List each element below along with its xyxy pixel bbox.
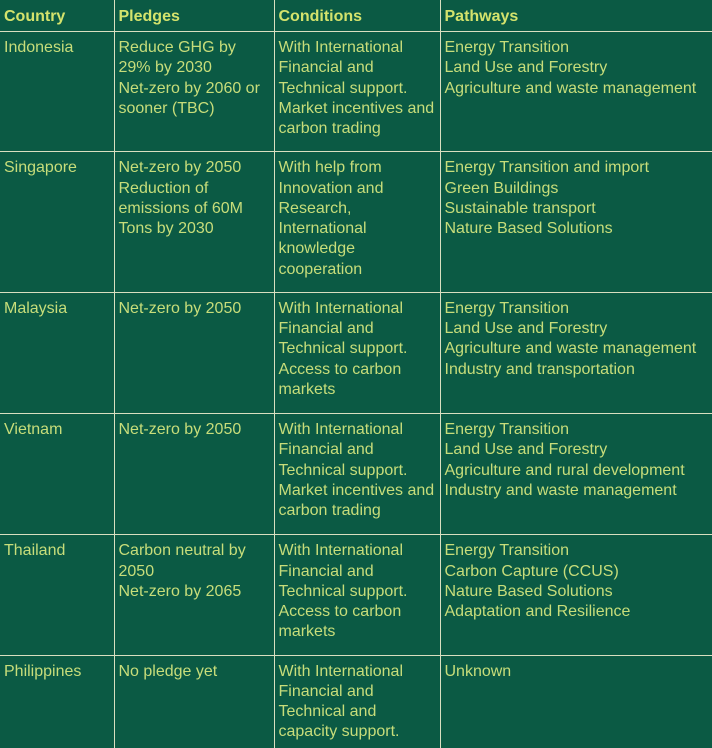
pathways-cell	[440, 655, 712, 748]
country-cell: Singapore	[0, 152, 114, 292]
pathways-cell	[440, 32, 712, 152]
header-conditions: Conditions	[274, 0, 440, 32]
pledge-line: Reduction of emissions of 60M Tons by 2030	[118, 179, 248, 238]
country-cell: Philippines	[0, 655, 114, 748]
header-row	[0, 0, 712, 32]
pledges-cell	[114, 535, 274, 655]
pathway-line: Energy Transition and import	[444, 159, 650, 177]
table-row	[0, 292, 712, 413]
pathway-line: Adaptation and Resilience	[444, 603, 631, 621]
table-row	[0, 152, 712, 292]
pathways-cell	[440, 292, 712, 413]
conditions-cell	[274, 152, 440, 292]
conditions-cell	[274, 413, 440, 534]
condition-line: Access to carbon markets	[278, 360, 406, 398]
pathway-line: Agriculture and waste management	[444, 79, 697, 97]
table-row	[0, 655, 712, 748]
country-cell: Vietnam	[0, 413, 114, 534]
pathway-line: Green Buildings	[444, 179, 559, 197]
pledges-cell	[114, 292, 274, 413]
header-country: Country	[0, 0, 114, 32]
pathways-cell	[440, 152, 712, 292]
pathway-line: Energy Transition	[444, 420, 570, 438]
country-cell: Thailand	[0, 535, 114, 655]
condition-line: With International Financial and Technical support.	[278, 39, 408, 97]
condition-line: International knowledge cooperation	[278, 220, 372, 278]
pledge-line: Net-zero by 2050	[118, 299, 242, 317]
pathway-line: Energy Transition	[444, 299, 570, 317]
pledge-line: Net-zero by 2050	[118, 159, 242, 177]
country-cell: Indonesia	[0, 32, 114, 152]
pathway-line: Industry and transportation	[444, 360, 635, 378]
table-body	[0, 32, 712, 748]
pathways-cell	[440, 413, 712, 534]
pledge-line: Reduce GHG by 29% by 2030	[118, 39, 241, 77]
condition-line: Market incentives and carbon trading	[278, 481, 439, 520]
pathway-line: Agriculture and waste management	[444, 340, 697, 358]
pathway-line: Nature Based Solutions	[444, 220, 613, 238]
pathway-line: Energy Transition	[444, 542, 570, 560]
pathway-line: Sustainable transport	[444, 199, 596, 217]
conditions-cell	[274, 32, 440, 152]
pledge-line: Net-zero by 2050	[118, 420, 242, 438]
condition-line: With International Financial and Technical support.	[278, 299, 408, 358]
condition-line: With International Financial and Technical support.	[278, 420, 408, 479]
table-row	[0, 413, 712, 534]
header-pledges: Pledges	[114, 0, 274, 32]
pathway-line: Land Use and Forestry	[444, 441, 608, 459]
pledge-line: Net-zero by 2060 or sooner (TBC)	[118, 79, 265, 117]
pledges-cell	[114, 413, 274, 534]
pathway-line: Carbon Capture (CCUS)	[444, 562, 619, 580]
pathways-cell	[440, 535, 712, 655]
table-row	[0, 32, 712, 152]
pledges-cell	[114, 152, 274, 292]
header-pathways: Pathways	[440, 0, 712, 32]
condition-line: Market incentives and carbon trading	[278, 99, 439, 138]
pledges-cell	[114, 32, 274, 152]
pledge-line: Carbon neutral by 2050	[118, 542, 251, 580]
pathway-line: Nature Based Solutions	[444, 582, 613, 600]
pathway-line: Energy Transition	[444, 39, 570, 56]
condition-line: With International Financial and Technical and capacity support.	[278, 662, 408, 741]
pathway-line: Unknown	[444, 662, 512, 680]
pathway-line: Agriculture and rural development	[444, 461, 685, 479]
pathway-line: Land Use and Forestry	[444, 59, 608, 77]
pledges-cell	[114, 655, 274, 748]
conditions-cell	[274, 535, 440, 655]
condition-line: With help from Innovation and Research,	[278, 159, 388, 217]
condition-line: With International Financial and Technical support.	[278, 542, 408, 600]
pathway-line: Industry and waste management	[444, 481, 677, 499]
conditions-cell	[274, 292, 440, 413]
condition-line: Access to carbon markets	[278, 603, 406, 641]
table-row	[0, 535, 712, 655]
country-cell: Malaysia	[0, 292, 114, 413]
pledge-line: No pledge yet	[118, 662, 218, 680]
conditions-cell	[274, 655, 440, 748]
pathway-line: Land Use and Forestry	[444, 320, 608, 338]
pledge-line: Net-zero by 2065	[118, 582, 242, 600]
